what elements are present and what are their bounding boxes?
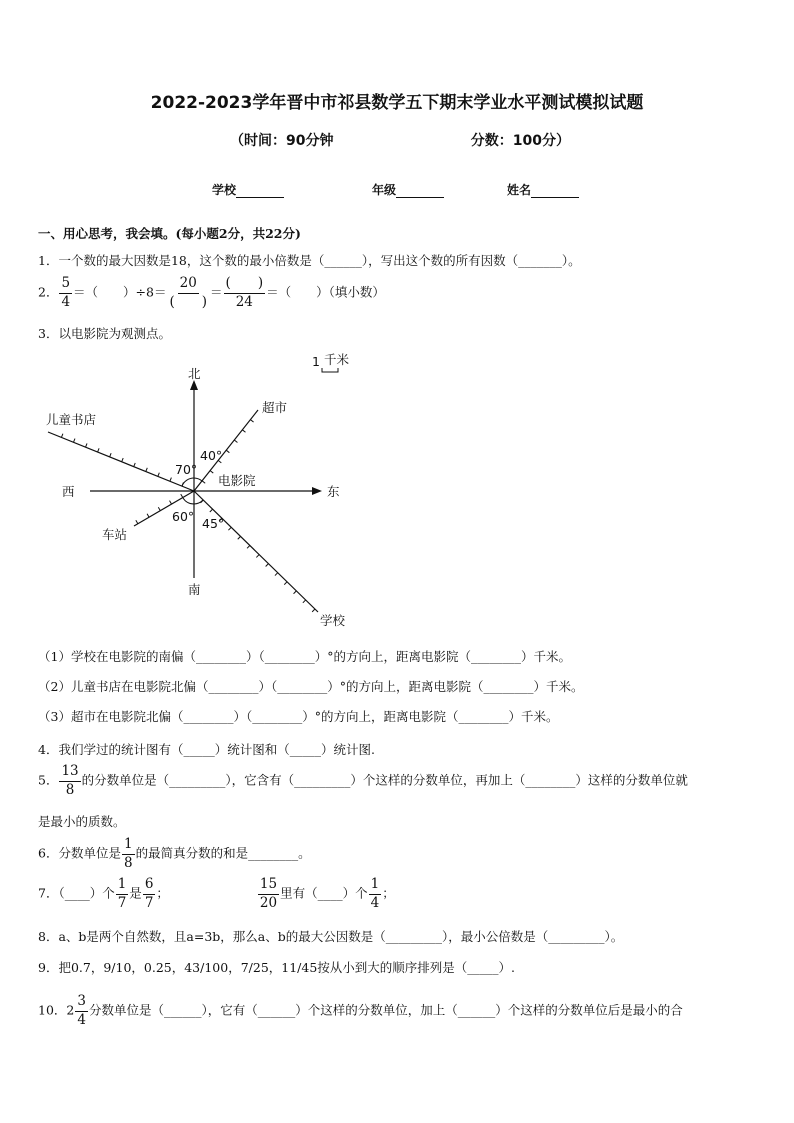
scale-tick: [181, 494, 183, 497]
scale-tick: [284, 582, 287, 585]
question-7: 7．（____）个 $\frac{1}{7}$ 是 $\frac{6}{7}$ ； $\frac{15}{20}$ 里有（____）个 $\frac{1}{4}$ ；: [38, 876, 395, 911]
scale-tick: [122, 458, 123, 462]
scale-number: 1: [312, 354, 320, 369]
question-3: 3．以电影院为观测点。: [38, 326, 171, 341]
scale-tick: [210, 471, 213, 473]
angle-station: 60°: [172, 509, 195, 524]
question-10: 10．2 $\frac{3}{4}$ 分数单位是（______），它有（______）个这样的分数单位，加上（______）个这样的分数单位后是最小的合: [38, 993, 683, 1028]
scale-tick: [134, 463, 135, 467]
scale-tick: [228, 527, 231, 530]
scale-tick: [98, 448, 99, 452]
question-5: 5． $\frac{13}{8}$ 的分数单位是（_________），它含有（_________）个这样的分数单位，再加上（________）这样的分数单位就: [38, 763, 688, 798]
section-heading: 一、用心思考，我会填。(每小题2分，共22分): [38, 226, 301, 241]
center-label: 电影院: [218, 473, 256, 488]
scale-tick: [303, 600, 306, 603]
scale-tick: [242, 430, 245, 432]
scale-tick: [234, 440, 237, 442]
angle-supermarket: 40°: [200, 448, 223, 463]
question-8: 8．a、b是两个自然数，且a=3b，那么a、b的最大公因数是（_________），最小公倍数是（_________）。: [38, 929, 624, 944]
scale-tick: [226, 450, 229, 452]
angle-bookstore: 70°: [175, 462, 198, 477]
scale-tick: [146, 468, 147, 472]
score-label: 分数：100分）: [470, 133, 570, 149]
south-label: 南: [188, 582, 201, 597]
scale-tick: [158, 473, 159, 477]
scale-tick: [170, 501, 172, 504]
supermarket-label: 超市: [262, 400, 288, 415]
north-label: 北: [188, 366, 201, 381]
time-label: （时间：90分钟: [230, 133, 334, 149]
question-3-1: （1）学校在电影院的南偏（________）（________）°的方向上，距离电影院（________）千米。: [38, 649, 571, 664]
scale-tick: [202, 481, 205, 483]
scale-tick: [266, 564, 269, 567]
scale-tick: [275, 573, 278, 576]
scale-tick: [247, 545, 250, 548]
scale-tick: [86, 443, 87, 447]
school-field: 学校: [212, 181, 284, 198]
scale-tick: [158, 507, 160, 510]
scale-tick: [250, 420, 253, 422]
scale-bar: [322, 368, 338, 372]
scale-tick: [73, 439, 74, 443]
scale-tick: [312, 609, 315, 612]
school-label: 学校: [320, 613, 346, 628]
scale-tick: [210, 509, 213, 512]
question-3-3: （3）超市在电影院北偏（________）（________）°的方向上，距离电影院（________）千米。: [38, 709, 559, 724]
question-6: 6．分数单位是 $\frac{1}{8}$ 的最简真分数的和是________。: [38, 836, 311, 871]
scale-tick: [238, 536, 241, 539]
west-label: 西: [62, 484, 75, 499]
grade-field: 年级: [372, 181, 444, 198]
question-4: 4．我们学过的统计图有（_____）统计图和（_____）统计图.: [38, 742, 375, 757]
question-5-cont: 是最小的质数。: [38, 814, 126, 829]
question-2: 2． $\frac{5}{4}$ ＝（ ）÷8＝ $\frac{20}{( )}$ ＝ $\frac{( )}{24}$ ＝（ ）（填小数）: [38, 275, 385, 310]
scale-tick: [170, 478, 171, 482]
scale-tick: [61, 434, 62, 438]
scale-tick: [136, 520, 138, 523]
question-3-2: （2）儿童书店在电影院北偏（________）（________）°的方向上，距离电影院（________）千米。: [38, 679, 584, 694]
east-label: 东: [327, 484, 340, 499]
bookstore-label: 儿童书店: [46, 412, 97, 427]
question-1: 1．一个数的最大因数是18，这个数的最小倍数是（______），写出这个数的所有因数（_______）。: [38, 253, 581, 268]
scale-tick: [110, 453, 111, 457]
scale-tick: [256, 555, 259, 558]
angle-school: 45°: [202, 516, 225, 531]
scale-unit: 千米: [324, 352, 350, 367]
page-title: 2022-2023学年晋中市祁县数学五下期末学业水平测试模拟试题: [150, 93, 644, 113]
question-9: 9．把0.7，9/10，0.25，43/100，7/25，11/45按从小到大的顺序排列是（_____）.: [38, 960, 516, 975]
scale-tick: [294, 591, 297, 594]
name-field: 姓名: [507, 181, 579, 198]
scale-tick: [147, 514, 149, 517]
station-label: 车站: [102, 527, 128, 542]
